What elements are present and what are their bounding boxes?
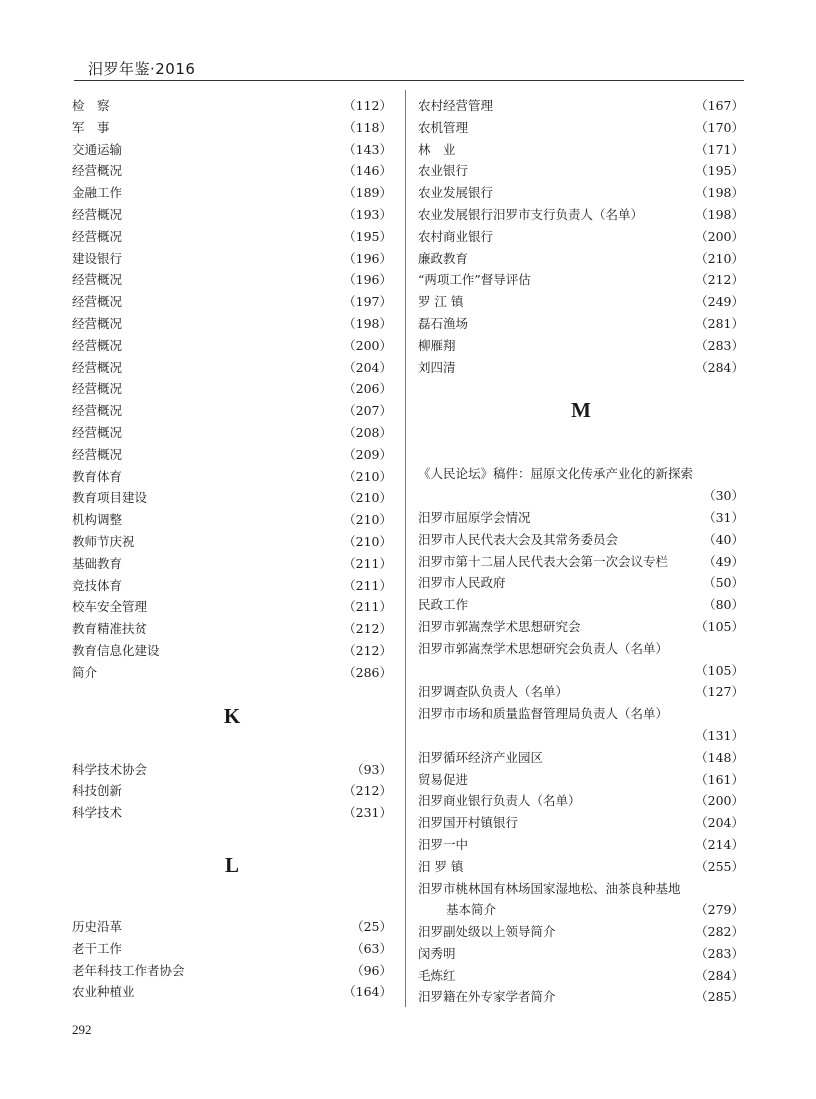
- index-page-ref: （148）: [695, 749, 744, 765]
- index-page-ref: （127）: [695, 684, 744, 700]
- index-entry: [72, 204, 392, 226]
- index-page-ref: （212）: [343, 642, 392, 658]
- index-entry: [418, 965, 744, 987]
- index-term: 简介: [72, 664, 98, 680]
- index-page-ref: （25）: [351, 918, 392, 934]
- index-page-ref: （195）: [695, 163, 744, 179]
- index-term: 科学技术: [72, 805, 123, 821]
- index-entry: [72, 759, 392, 781]
- column-divider: [405, 90, 406, 1007]
- index-term: 经营概况: [72, 272, 123, 288]
- index-page-ref: （161）: [695, 771, 744, 787]
- right-column: [418, 95, 744, 1008]
- running-header: [74, 58, 744, 81]
- index-entry: [418, 878, 744, 900]
- index-entry: [418, 594, 744, 616]
- index-page-ref: （198）: [343, 315, 392, 331]
- index-page-ref: （212）: [343, 621, 392, 637]
- index-page-ref: （211）: [343, 577, 392, 593]
- index-entry: [72, 378, 392, 400]
- index-term: 校车安全管理: [72, 599, 148, 615]
- index-page-ref: （118）: [343, 119, 392, 135]
- index-term: 老年科技工作者协会: [72, 962, 185, 978]
- index-page-ref: （210）: [695, 250, 744, 266]
- index-term: 汨罗商业银行负责人（名单）: [418, 793, 581, 809]
- index-page-ref: （167）: [695, 98, 744, 113]
- index-entry: [418, 248, 744, 270]
- right-entries-a: [418, 95, 744, 378]
- index-page-ref: （204）: [695, 815, 744, 831]
- index-term: 老干工作: [72, 940, 123, 956]
- index-page-ref: （49）: [703, 553, 744, 569]
- index-entry: [72, 487, 392, 509]
- index-entry: [72, 291, 392, 313]
- index-term: “两项工作”督导评估: [418, 272, 531, 288]
- index-entry: [72, 466, 392, 488]
- index-term: 汨罗循环经济产业园区: [418, 749, 544, 765]
- index-page-ref: （210）: [343, 468, 392, 484]
- index-page-ref: （212）: [695, 272, 744, 288]
- index-entry: [418, 812, 744, 834]
- section-letter-m: M: [571, 398, 591, 423]
- index-page-ref: （210）: [343, 533, 392, 549]
- index-entry: [418, 660, 744, 682]
- index-page-ref: （282）: [695, 924, 744, 940]
- index-page-ref: （283）: [695, 945, 744, 961]
- index-entry: [418, 921, 744, 943]
- index-entry: [72, 269, 392, 291]
- index-entry: [418, 139, 744, 161]
- index-page-ref: （208）: [343, 424, 392, 440]
- index-page-ref: （214）: [695, 836, 744, 852]
- index-entry: [418, 725, 744, 747]
- index-page-ref: （211）: [343, 599, 392, 615]
- index-entry: [418, 986, 744, 1008]
- index-term: 教育项目建设: [72, 490, 148, 506]
- index-entry: [72, 313, 392, 335]
- index-term: 教师节庆祝: [72, 533, 135, 549]
- index-term: 汨罗市人民代表大会及其常务委员会: [418, 531, 619, 547]
- index-page-ref: （63）: [351, 940, 392, 956]
- index-term: 廉政教育: [418, 250, 469, 266]
- index-entry: [418, 681, 744, 703]
- index-term: 汨罗调查队负责人（名单）: [418, 684, 569, 700]
- index-page-ref: （198）: [695, 185, 744, 201]
- index-entry: [418, 507, 744, 529]
- index-term: 罗 江 镇: [418, 294, 464, 310]
- index-entry: [72, 226, 392, 248]
- index-entry: [72, 802, 392, 824]
- index-entry: [418, 747, 744, 769]
- index-term: 贸易促进: [418, 771, 469, 787]
- index-term: 历史沿革: [72, 918, 123, 934]
- index-entry: [418, 160, 744, 182]
- index-entry: [72, 553, 392, 575]
- index-term: 汨罗市第十二届人民代表大会第一次会议专栏: [418, 553, 669, 569]
- index-entry: [418, 357, 744, 379]
- index-term: 汨罗市市场和质量监督管理局负责人（名单）: [418, 706, 669, 722]
- index-page-ref: （93）: [351, 761, 392, 777]
- index-term: 科技创新: [72, 783, 123, 799]
- index-term: 农村经营管理: [418, 98, 494, 113]
- index-entry: [418, 95, 744, 117]
- left-column: [72, 95, 392, 1003]
- index-entry: [418, 117, 744, 139]
- index-term: 经营概况: [72, 294, 123, 310]
- index-term: 基本简介: [446, 902, 497, 918]
- index-page-ref: （200）: [695, 793, 744, 809]
- index-page-ref: （210）: [343, 512, 392, 528]
- index-term: 汨罗市郭嵩焘学术思想研究会: [418, 618, 581, 634]
- index-page-ref: （211）: [343, 555, 392, 571]
- index-page-ref: （171）: [695, 141, 744, 157]
- index-page-ref: （200）: [695, 228, 744, 244]
- index-page-ref: （207）: [343, 403, 392, 419]
- index-entry: [418, 638, 744, 660]
- left-entries-a: [72, 95, 392, 684]
- index-term: 农业种植业: [72, 984, 135, 1000]
- index-entry: [418, 313, 744, 335]
- index-entry: [418, 943, 744, 965]
- index-term: 刘四清: [418, 359, 456, 375]
- index-entry: [72, 981, 392, 1003]
- index-page-ref: （197）: [343, 294, 392, 310]
- index-entry: [72, 509, 392, 531]
- index-page-ref: （189）: [343, 185, 392, 201]
- index-term: 磊石渔场: [418, 315, 469, 331]
- index-term: 农村商业银行: [418, 228, 494, 244]
- index-page-ref: （193）: [343, 206, 392, 222]
- index-page-ref: （231）: [343, 805, 392, 821]
- index-term: 汨罗市桃林国有林场国家湿地松、油茶良种基地: [418, 880, 681, 896]
- index-term: 农业发展银行: [418, 185, 494, 201]
- index-entry: [418, 899, 744, 921]
- index-term: 民政工作: [418, 597, 469, 613]
- index-entry: [72, 916, 392, 938]
- index-entry: [72, 160, 392, 182]
- index-page-ref: （195）: [343, 228, 392, 244]
- index-page-ref: （96）: [351, 962, 392, 978]
- index-term: 经营概况: [72, 228, 123, 244]
- index-term: 经营概况: [72, 359, 123, 375]
- index-page-ref: （210）: [343, 490, 392, 506]
- index-page-ref: （198）: [695, 206, 744, 222]
- index-entry: [72, 596, 392, 618]
- index-term: 金融工作: [72, 185, 123, 201]
- index-page-ref: （279）: [695, 902, 744, 918]
- index-entry: [72, 117, 392, 139]
- index-entry: [418, 572, 744, 594]
- index-entry: [418, 790, 744, 812]
- index-entry: [72, 422, 392, 444]
- index-term: 汨罗籍在外专家学者简介: [418, 989, 556, 1005]
- index-page-ref: （196）: [343, 272, 392, 288]
- header-title: 汨罗年鉴·2016: [88, 60, 196, 78]
- index-entry: [418, 834, 744, 856]
- index-page-ref: （170）: [695, 119, 744, 135]
- section-letter-k: K: [223, 703, 241, 728]
- index-term: 闵秀明: [418, 945, 456, 961]
- index-entry: [418, 856, 744, 878]
- index-entry: [72, 662, 392, 684]
- index-entry: [72, 618, 392, 640]
- index-entry: [418, 616, 744, 638]
- index-page-ref: （40）: [703, 531, 744, 547]
- left-entries-l: [72, 916, 392, 1003]
- index-term: 科学技术协会: [72, 761, 148, 777]
- index-term: 毛炼红: [418, 967, 456, 983]
- index-entry: [418, 335, 744, 357]
- index-page-ref: （204）: [343, 359, 392, 375]
- index-entry: [418, 291, 744, 313]
- index-term: 汨罗市郭嵩焘学术思想研究会负责人（名单）: [418, 640, 669, 656]
- index-page-ref: （196）: [343, 250, 392, 266]
- index-term: 柳雁翔: [418, 337, 456, 353]
- index-page-ref: （283）: [695, 337, 744, 353]
- index-page-ref: （255）: [695, 858, 744, 874]
- index-page-ref: （284）: [695, 967, 744, 983]
- index-entry: [418, 182, 744, 204]
- index-page-ref: （105）: [695, 662, 744, 678]
- index-term: 经营概况: [72, 446, 123, 462]
- index-entry: [418, 204, 744, 226]
- index-page-ref: （80）: [703, 597, 744, 613]
- index-term: 汨罗国开村镇银行: [418, 815, 519, 831]
- index-term: 检 察: [72, 98, 110, 113]
- index-entry: [72, 335, 392, 357]
- index-entry: [418, 463, 744, 485]
- index-term: 经营概况: [72, 163, 123, 179]
- index-page-ref: （105）: [695, 618, 744, 634]
- index-page-ref: （281）: [695, 315, 744, 331]
- index-term: 汨罗市人民政府: [418, 575, 506, 591]
- page-number: 292: [72, 1022, 92, 1037]
- index-entry: [72, 400, 392, 422]
- index-entry: [418, 226, 744, 248]
- index-term: 汨罗副处级以上领导简介: [418, 924, 556, 940]
- index-term: 竞技体育: [72, 577, 123, 593]
- index-entry: [72, 139, 392, 161]
- index-term: 经营概况: [72, 337, 123, 353]
- index-entry: [418, 769, 744, 791]
- index-page-ref: （285）: [695, 989, 744, 1005]
- index-term: 机构调整: [72, 512, 123, 528]
- index-term: 教育信息化建设: [72, 642, 160, 658]
- index-page-ref: （146）: [343, 163, 392, 179]
- index-term: 军 事: [72, 119, 110, 135]
- index-term: 农机管理: [418, 119, 469, 135]
- index-page-ref: （286）: [343, 664, 392, 680]
- index-entry: [418, 269, 744, 291]
- index-page-ref: （209）: [343, 446, 392, 462]
- index-page-ref: （206）: [343, 381, 392, 397]
- index-page-ref: （249）: [695, 294, 744, 310]
- index-term: 《人民论坛》稿件：屈原文化传承产业化的新探索: [418, 466, 694, 482]
- index-page-ref: （164）: [343, 984, 392, 1000]
- index-term: 交通运输: [72, 141, 123, 157]
- index-term: 农业银行: [418, 163, 469, 179]
- index-term: 农业发展银行汨罗市支行负责人（名单）: [418, 206, 644, 222]
- index-entry: [72, 182, 392, 204]
- index-entry: [72, 938, 392, 960]
- index-term: 经营概况: [72, 403, 123, 419]
- index-term: 经营概况: [72, 206, 123, 222]
- index-page-ref: （200）: [343, 337, 392, 353]
- index-page-ref: （284）: [695, 359, 744, 375]
- index-page-ref: （31）: [703, 509, 744, 525]
- index-entry: [72, 357, 392, 379]
- index-entry: [72, 95, 392, 117]
- index-entry: [418, 485, 744, 507]
- index-term: 经营概况: [72, 381, 123, 397]
- index-page-ref: （30）: [703, 488, 744, 504]
- index-entry: [72, 640, 392, 662]
- index-page-ref: （131）: [695, 727, 744, 743]
- section-letter-l: L: [224, 852, 239, 877]
- index-entry: [418, 703, 744, 725]
- index-term: 林 业: [418, 141, 456, 157]
- index-page-ref: （143）: [343, 141, 392, 157]
- index-term: 经营概况: [72, 424, 123, 440]
- index-term: 汨罗市屈原学会情况: [418, 509, 531, 525]
- index-entry: [72, 531, 392, 553]
- index-term: 建设银行: [72, 250, 123, 266]
- index-entry: [72, 444, 392, 466]
- index-term: 汨罗一中: [418, 836, 469, 852]
- left-entries-k: [72, 759, 392, 824]
- index-page-ref: （50）: [703, 575, 744, 591]
- index-page-ref: （212）: [343, 783, 392, 799]
- index-entry: [418, 551, 744, 573]
- index-term: 经营概况: [72, 315, 123, 331]
- index-entry: [418, 529, 744, 551]
- index-term: 基础教育: [72, 555, 123, 571]
- index-term: 汨 罗 镇: [418, 858, 464, 874]
- index-page-ref: （112）: [343, 98, 392, 113]
- index-entry: [72, 575, 392, 597]
- index-entry: [72, 248, 392, 270]
- index-term: 教育精准扶贫: [72, 621, 148, 637]
- right-entries-m: [418, 463, 744, 1008]
- index-entry: [72, 960, 392, 982]
- index-term: 教育体育: [72, 468, 123, 484]
- index-entry: [72, 780, 392, 802]
